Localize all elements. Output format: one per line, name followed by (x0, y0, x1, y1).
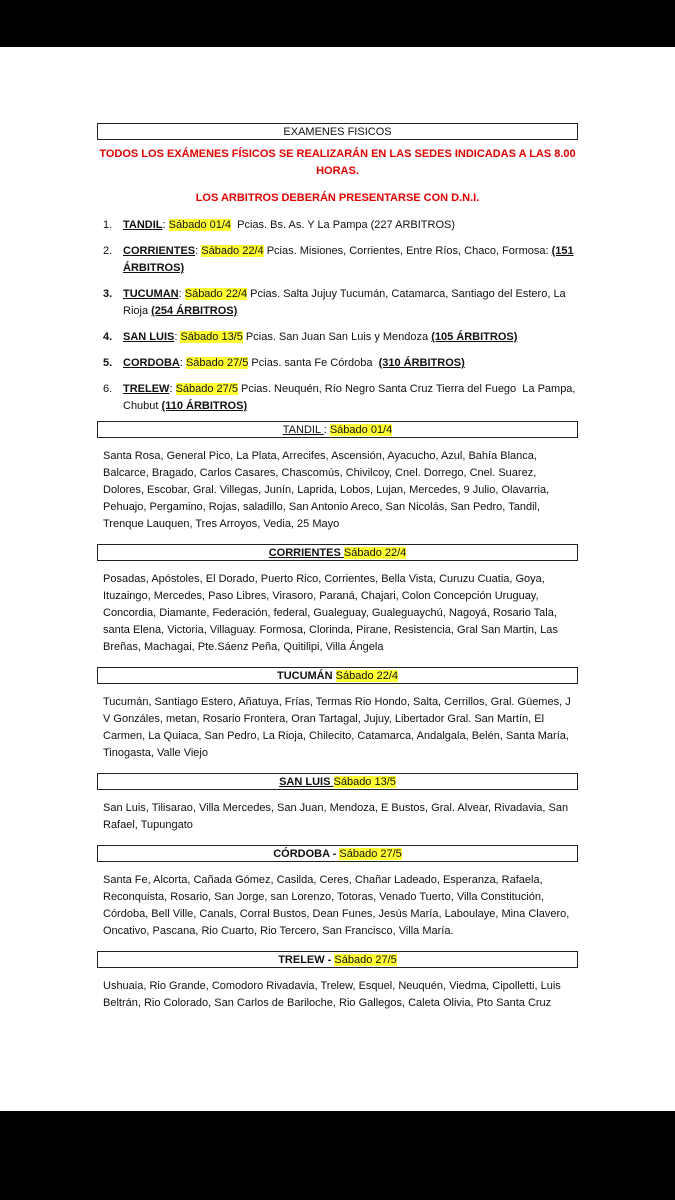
venue-date: Sábado 22/4 (184, 288, 248, 300)
venue-city: TRELEW (123, 383, 170, 395)
venue-city: TUCUMAN (123, 288, 179, 300)
venue-date: Sábado 13/5 (180, 331, 243, 343)
venue-date: Sábado 01/4 (168, 219, 232, 231)
notice-time: TODOS LOS EXÁMENES FÍSICOS SE REALIZARÁN EN LAS SEDES INDICADAS A LAS 8.00 HORAS. (99, 148, 576, 177)
venue-city: CORDOBA (123, 357, 180, 369)
venue-list (97, 217, 578, 415)
document-body (97, 123, 578, 1012)
section-header-tandil: TANDIL : Sábado 01/4 (97, 421, 578, 438)
section-header-tucuman: TUCUMÁN Sábado 22/4 (97, 667, 578, 684)
section-places-san-luis: San Luis, Tilisarao, Villa Mercedes, San Juan, Mendoza, E Bustos, Gral. Alvear, Rivadavia, San Rafael, Tupungato (103, 802, 569, 831)
list-item: 5. CORDOBA: Sábado 27/5 Pcias. santa Fe Córdoba (310 ÁRBITROS) (103, 357, 465, 369)
venue-city: CORRIENTES (123, 245, 196, 257)
document-title: EXAMENES FISICOS (97, 123, 578, 140)
section-header-san-luis: SAN LUIS Sábado 13/5 (97, 773, 578, 790)
venue-date: Sábado 27/5 (175, 383, 238, 395)
list-item: 2. CORRIENTES: Sábado 22/4 Pcias. Misiones, Corrientes, Entre Ríos, Chaco, Formosa: (151 ÁRBITROS) (103, 245, 574, 274)
notice-dni: LOS ARBITROS DEBERÁN PRESENTARSE CON D.N.I. (195, 192, 480, 204)
section-header-trelew: TRELEW - Sábado 27/5 (97, 951, 578, 968)
section-places-corrientes: Posadas, Apóstoles, El Dorado, Puerto Rico, Corrientes, Bella Vista, Curuzu Cuatia, Goya, Ituzaingo, Mercedes, Paso Libres, Virasoro, Paraná, Chajari, Colon Concepción Uruguay, Concordia, Diamante, Federación, federal, Gualeguay, Gualeguaychú, Nagoyá, Rosario Tala, santa Elena, Victoria, Villaguay. Formosa, Clorinda, Pirane, Resistencia, Gral San Martin, Las Breñas, Machagai, Pte.Sáenz Peña, Quitilipi, Villa Ángela (103, 573, 558, 653)
list-item: 1. TANDIL: Sábado 01/4 Pcias. Bs. As. Y La Pampa (227 ARBITROS) (103, 219, 456, 231)
document-page (0, 47, 675, 1111)
section-places-tucuman: Tucumán, Santiago Estero, Añatuya, Frías, Termas Rio Hondo, Salta, Cerrillos, Gral. Güemes, J V Gonzáles, metan, Rosario Frontera, Oran Tartagal, Jujuy, Libertador Gral. San Martín, El Carmen, La Quiaca, San Pedro, La Rioja, Chilecito, Catamarca, Andalgala, Belén, Santa María, Tinogasta, Valle Viejo (103, 696, 571, 759)
list-item: 6. TRELEW: Sábado 27/5 Pcias. Neuquén, Río Negro Santa Cruz Tierra del Fuego La Pampa, Chubut (110 ÁRBITROS) (103, 383, 579, 412)
section-header-corrientes: CORRIENTES Sábado 22/4 (97, 544, 578, 561)
venue-city: SAN LUIS (123, 331, 175, 343)
list-item: 4. SAN LUIS: Sábado 13/5 Pcias. San Juan San Luis y Mendoza (105 ÁRBITROS) (103, 331, 518, 343)
section-places-trelew: Ushuaia, Rio Grande, Comodoro Rivadavia, Trelew, Esquel, Neuquén, Viedma, Cipolletti, Luis Beltrán, Rio Colorado, San Carlos de Bariloche, Rio Gallegos, Caleta Olivia, Pto Santa Cruz (103, 980, 561, 1009)
section-places-cordoba: Santa Fe, Alcorta, Cañada Gómez, Casilda, Ceres, Chañar Ladeado, Esperanza, Rafaela, Reconquista, Rosario, San Jorge, san Lorenzo, Totoras, Venado Tuerto, Villa Constitución, Córdoba, Bell Ville, Canals, Corral Bustos, Dean Funes, Jesús María, Laboulaye, Mina Clavero, Oncativo, Pascana, Rio Cuarto, Rio Tercero, San Francisco, Villa María. (103, 874, 570, 937)
venue-date: Sábado 22/4 (201, 245, 264, 257)
section-places-tandil: Santa Rosa, General Pico, La Plata, Arrecifes, Ascensión, Ayacucho, Azul, Bahía Blanca, Balcarce, Bragado, Carlos Casares, Chascomús, Chivilcoy, Cnel. Dorrego, Cnel. Suarez, Dolores, Escobar, Gral. Villegas, Junín, Laprida, Lobos, Lujan, Mercedes, 9 Julio, Olavarria, Pehuajo, Pergamino, Rojas, saladillo, San Antonio Areco, San Nicolás, San Pedro, Tandil, Trenque Lauquen, Tres Arroyos, Vedia, 25 Mayo (103, 450, 550, 530)
venue-city: TANDIL (123, 219, 163, 231)
list-item: 3. TUCUMAN: Sábado 22/4 Pcias. Salta Jujuy Tucumán, Catamarca, Santiago del Estero, La Rioja (254 ÁRBITROS) (103, 288, 569, 317)
venue-date: Sábado 27/5 (185, 357, 249, 369)
section-header-cordoba: CÓRDOBA - Sábado 27/5 (97, 845, 578, 862)
